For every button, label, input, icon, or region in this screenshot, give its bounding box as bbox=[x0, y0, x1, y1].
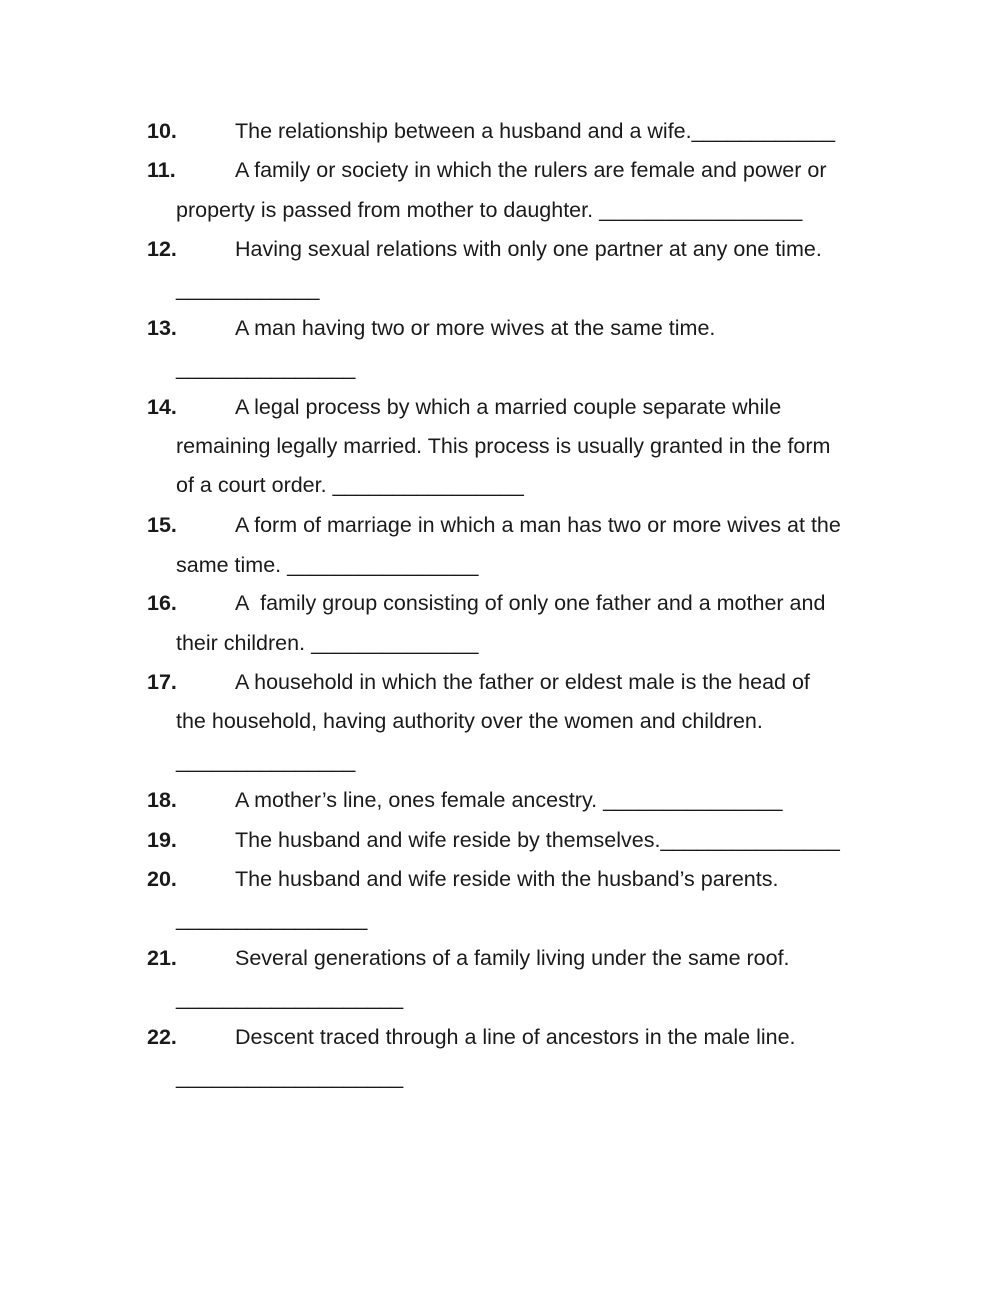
question-number: 16. bbox=[147, 591, 177, 615]
question-number: 15. bbox=[147, 513, 177, 537]
question-text: The relationship between a husband and a wife. bbox=[235, 119, 692, 143]
answer-blank[interactable]: ________________ bbox=[287, 553, 479, 577]
answer-blank[interactable]: ________________ bbox=[176, 907, 368, 931]
question-text: A family or society in which the rulers are female and power or bbox=[235, 158, 827, 182]
answer-blank[interactable]: ___________________ bbox=[176, 1065, 404, 1089]
question-text: The husband and wife reside by themselves. bbox=[235, 828, 661, 852]
question-number: 22. bbox=[147, 1025, 177, 1049]
question-text: of a court order. bbox=[176, 473, 327, 497]
question-text: the household, having authority over the women and children. bbox=[176, 709, 763, 733]
question-number: 10. bbox=[147, 119, 177, 143]
question-text: A form of marriage in which a man has two or more wives at the bbox=[235, 513, 841, 537]
answer-blank[interactable]: ______________ bbox=[311, 631, 479, 655]
question-number: 11. bbox=[147, 158, 176, 182]
question-text: Several generations of a family living under the same roof. bbox=[235, 946, 790, 970]
question-number: 18. bbox=[147, 788, 177, 812]
question-number: 12. bbox=[147, 237, 177, 261]
answer-blank[interactable]: ________________ bbox=[332, 473, 524, 497]
question-text: remaining legally married. This process is usually granted in the form bbox=[176, 434, 831, 458]
question-text: A family group consisting of only one father and a mother and bbox=[235, 591, 826, 615]
question-text: property is passed from mother to daughter. bbox=[176, 198, 594, 222]
answer-blank[interactable]: ___________________ bbox=[176, 986, 404, 1010]
question-number: 19. bbox=[147, 828, 177, 852]
question-text: A man having two or more wives at the same time. bbox=[235, 316, 716, 340]
question-number: 14. bbox=[147, 395, 177, 419]
answer-blank[interactable]: _______________ bbox=[660, 828, 840, 852]
question-text: same time. bbox=[176, 553, 282, 577]
answer-blank[interactable]: _______________ bbox=[603, 788, 783, 812]
question-number: 13. bbox=[147, 316, 177, 340]
question-number: 20. bbox=[147, 867, 177, 891]
question-text: A legal process by which a married couple separate while bbox=[235, 395, 782, 419]
answer-blank[interactable]: _______________ bbox=[176, 749, 356, 773]
question-text: A mother’s line, ones female ancestry. bbox=[235, 788, 598, 812]
question-text: Having sexual relations with only one partner at any one time. bbox=[235, 237, 822, 261]
answer-blank[interactable]: ____________ bbox=[176, 277, 320, 301]
question-text: their children. bbox=[176, 631, 306, 655]
question-text: A household in which the father or eldest male is the head of bbox=[235, 670, 810, 694]
question-text: Descent traced through a line of ancestors in the male line. bbox=[235, 1025, 796, 1049]
question-number: 21. bbox=[147, 946, 177, 970]
question-number: 17. bbox=[147, 670, 177, 694]
question-text: The husband and wife reside with the husband’s parents. bbox=[235, 867, 779, 891]
answer-blank[interactable]: ____________ bbox=[691, 119, 836, 143]
answer-blank[interactable]: _______________ bbox=[176, 356, 356, 380]
answer-blank[interactable]: _________________ bbox=[599, 198, 803, 222]
